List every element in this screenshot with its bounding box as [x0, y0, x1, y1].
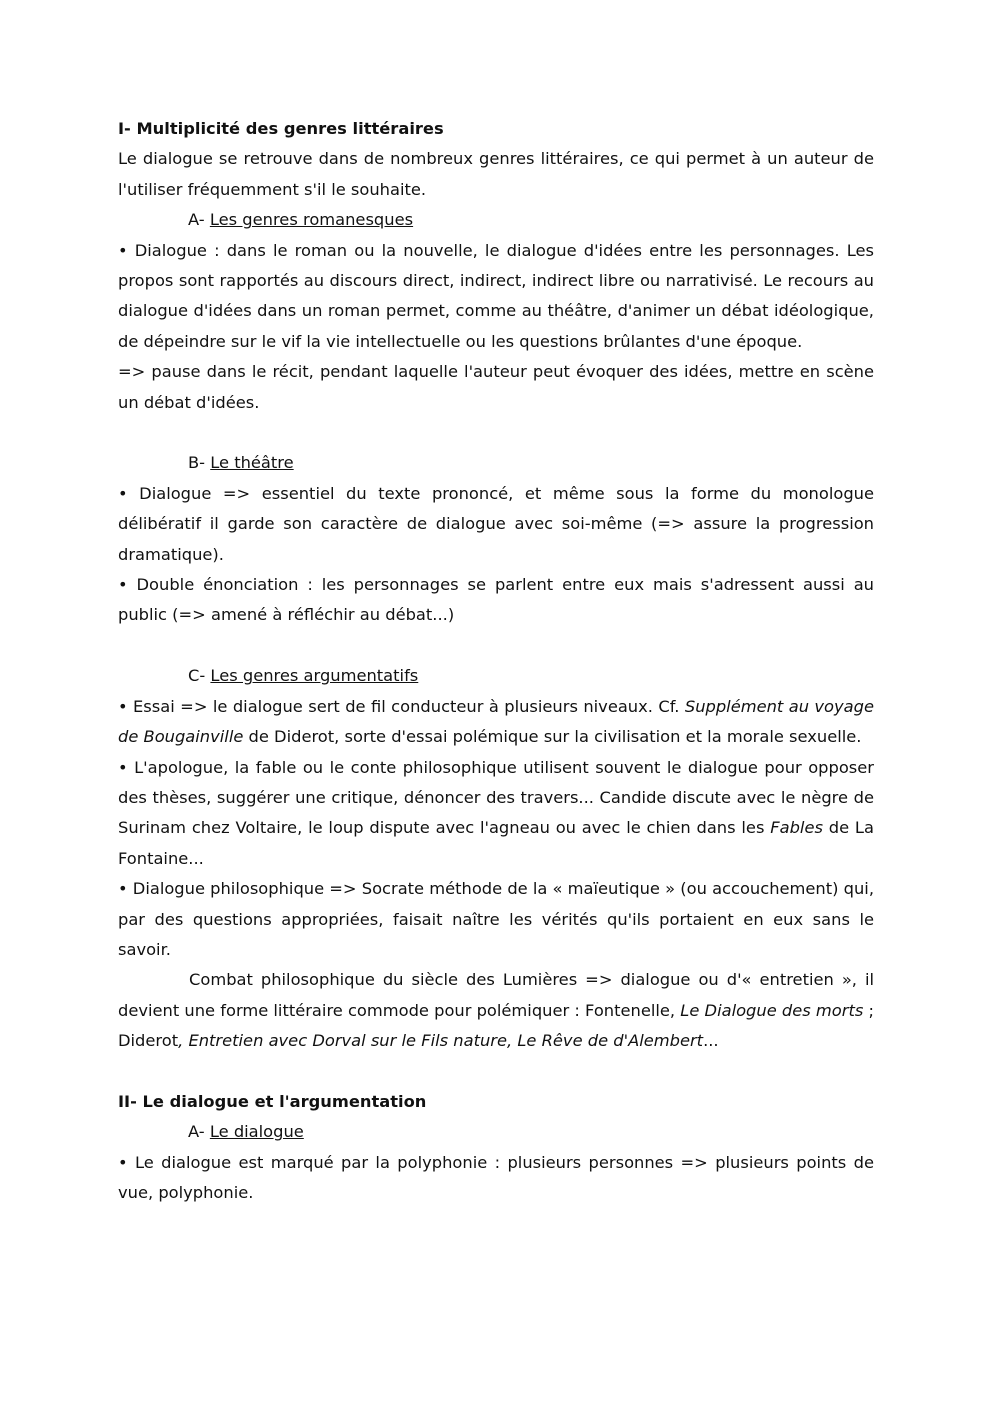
subsection-2a-heading [118, 1117, 874, 1147]
section-1-intro: Le dialogue se retrouve dans de nombreux genres littéraires, ce qui permet à un auteur de l'utiliser fréquemment s'il le souhaite. [118, 149, 874, 199]
spacer [118, 1057, 874, 1087]
paragraph-1c-4 [118, 965, 874, 1056]
paragraph-1b-2: • Double énonciation : les personnages se parlent entre eux mais s'adressent aussi au public (=> amené à réfléchir au débat...) [118, 575, 874, 625]
subsection-1a-heading [118, 205, 874, 235]
subsection-1b-heading [118, 448, 874, 478]
subsection-title: Les genres romanesques [209, 210, 414, 230]
spacer [118, 418, 874, 448]
text-run: de La Fontaine... [118, 818, 874, 868]
section-1-heading: I- Multiplicité des genres littéraires [118, 119, 444, 138]
spacer [118, 631, 874, 661]
paragraph-1c-2 [118, 753, 874, 875]
document-page [118, 114, 874, 1209]
text-run: • Essai => le dialogue sert de fil conducteur à plusieurs niveaux. Cf. [118, 696, 685, 716]
book-title: Le Dialogue des morts [680, 1000, 864, 1020]
subsection-title: Les genres argumentatifs [210, 666, 419, 686]
text-run: • L'apologue, la fable ou le conte philosophique utilisent souvent le dialogue pour opposer des thèses, suggérer une critique, dénoncer des travers... Candide discute avec le nègre de Surinam chez Voltaire, le loup dispute avec l'agneau ou avec le chien dans les [118, 757, 874, 838]
subsection-label: B- [188, 453, 211, 473]
text-run: ... [703, 1031, 719, 1051]
paragraph-1a-1: • Dialogue : dans le roman ou la nouvelle, le dialogue d'idées entre les personnages. Les propos sont rapportés au discours direct, indirect, indirect libre ou narrativisé. Le recours au dialogue d'idées dans un roman permet, comme au théâtre, d'animer un débat idéologique, de dépeindre sur le vif la vie intellectuelle ou les questions brûlantes d'une époque. [118, 240, 874, 351]
subsection-label: A- [188, 1122, 210, 1142]
book-title: Supplément au voyage de Bougainville [118, 696, 874, 747]
paragraph-1c-1 [118, 692, 874, 753]
book-title: Fables [770, 818, 823, 838]
paragraph-2a-1: • Le dialogue est marqué par la polyphonie : plusieurs personnes => plusieurs points de vue, polyphonie. [118, 1152, 874, 1203]
subsection-label: A- [188, 210, 210, 230]
paragraph-1c-3: • Dialogue philosophique => Socrate méthode de la « maïeutique » (ou accouchement) qui, par des questions appropriées, faisait naître les vérités qu'ils portaient en eux sans le savoir. [118, 879, 874, 959]
subsection-1c-heading [118, 661, 874, 691]
book-title: , Entretien avec Dorval sur le Fils nature, Le Rêve de d'Alembert [178, 1031, 704, 1051]
section-2-heading: II- Le dialogue et l'argumentation [118, 1091, 427, 1111]
text-run: ; Diderot [118, 1000, 874, 1051]
subsection-label: C- [188, 666, 211, 686]
paragraph-1b-1: • Dialogue => essentiel du texte prononcé, et même sous la forme du monologue délibératif il garde son caractère de dialogue avec soi-même (=> assure la progression dramatique). [118, 483, 874, 564]
subsection-title: Le dialogue [209, 1122, 304, 1142]
text-run: de Diderot, sorte d'essai polémique sur la civilisation et la morale sexuelle. [243, 727, 862, 747]
paragraph-1a-2: => pause dans le récit, pendant laquelle l'auteur peut évoquer des idées, mettre en scène un débat d'idées. [118, 362, 874, 412]
text-run: Combat philosophique du siècle des Lumières => dialogue ou d'« entretien », il devient une forme littéraire commode pour polémiquer : Fontenelle, [118, 970, 874, 1020]
subsection-title: Le théâtre [210, 453, 294, 473]
